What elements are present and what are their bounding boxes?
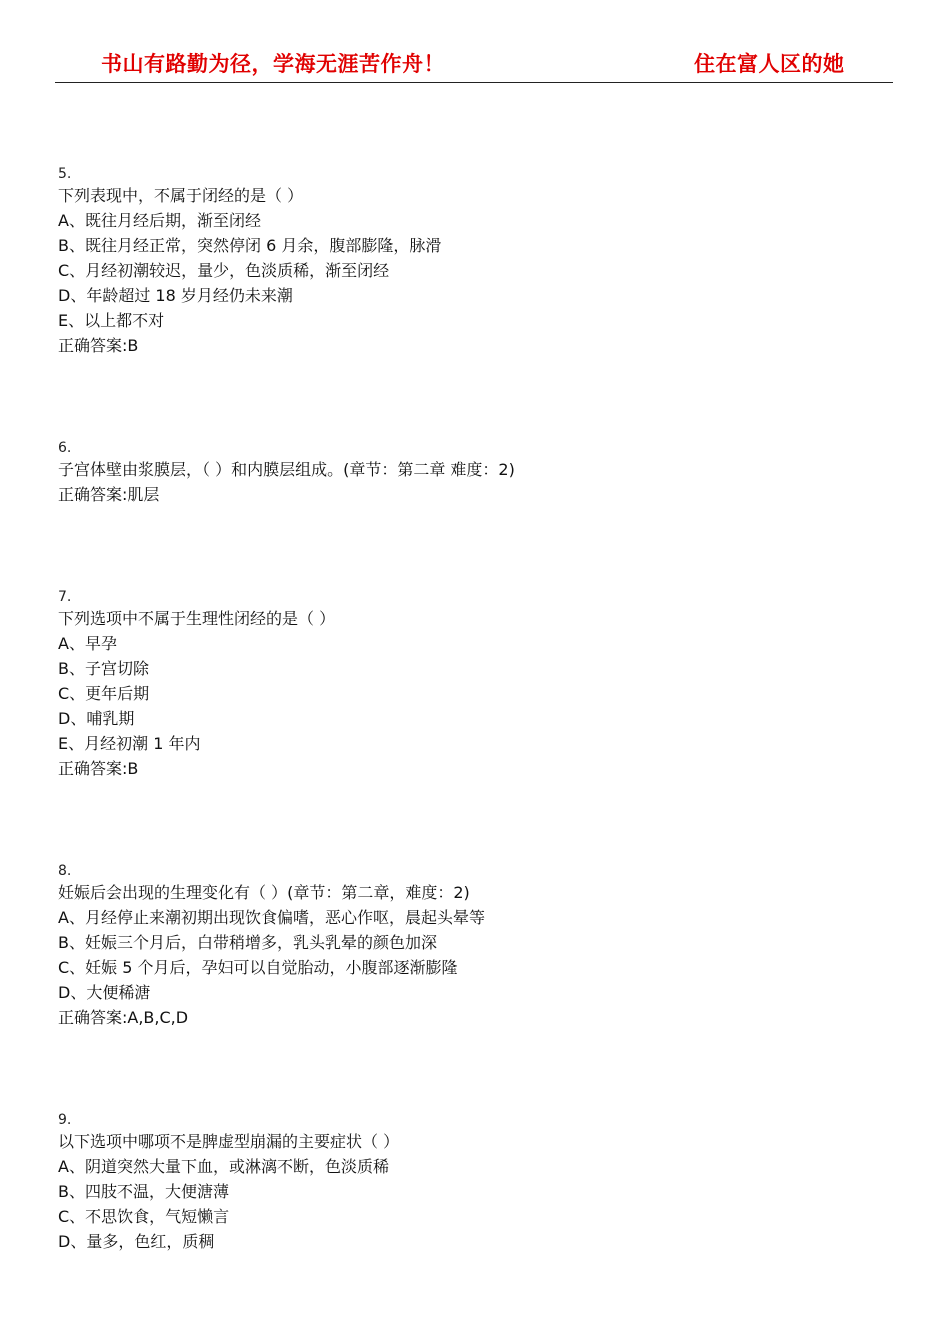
question-number: 8. (58, 863, 72, 879)
option-d: D、哺乳期 (58, 709, 135, 728)
option-c: C、更年后期 (58, 684, 150, 703)
page-header (0, 0, 950, 84)
option-b: B、四肢不温，大便溏薄 (58, 1182, 229, 1201)
option-c: C、不思饮食，气短懒言 (58, 1207, 230, 1226)
question-number: 6. (58, 440, 72, 456)
option-e: E、以上都不对 (58, 311, 165, 330)
question-5 (58, 165, 898, 358)
question-stem: 子宫体壁由浆膜层，（ ）和内膜层组成。(章节：第二章 难度：2) (58, 460, 515, 479)
header-divider (55, 82, 893, 83)
option-b: B、妊娠三个月后，白带稍增多，乳头乳晕的颜色加深 (58, 933, 437, 952)
question-8 (58, 862, 898, 1030)
question-stem: 妊娠后会出现的生理变化有（ ）(章节：第二章，难度：2) (58, 883, 470, 902)
option-b: B、既往月经正常，突然停闭 6 月余，腹部膨隆，脉滑 (58, 236, 442, 255)
correct-answer: 正确答案:肌层 (58, 485, 160, 504)
question-number: 5. (58, 166, 72, 182)
option-c: C、月经初潮较迟，量少，色淡质稀，渐至闭经 (58, 261, 390, 280)
question-stem: 以下选项中哪项不是脾虚型崩漏的主要症状（ ） (58, 1132, 400, 1151)
option-a: A、阴道突然大量下血，或淋漓不断，色淡质稀 (58, 1157, 389, 1176)
correct-answer: 正确答案:A,B,C,D (58, 1008, 189, 1027)
option-e: E、月经初潮 1 年内 (58, 734, 201, 753)
question-6 (58, 439, 898, 507)
correct-answer: 正确答案:B (58, 759, 139, 778)
question-stem: 下列选项中不属于生理性闭经的是（ ） (58, 609, 336, 628)
question-number: 7. (58, 589, 72, 605)
question-9 (58, 1111, 898, 1254)
header-motto: 书山有路勤为径，学海无涯苦作舟！ (101, 51, 445, 76)
question-number: 9. (58, 1112, 72, 1128)
option-d: D、大便稀溏 (58, 983, 151, 1002)
option-d: D、年龄超过 18 岁月经仍未来潮 (58, 286, 293, 305)
question-7 (58, 588, 898, 781)
correct-answer: 正确答案:B (58, 336, 139, 355)
option-b: B、子宫切除 (58, 659, 149, 678)
option-c: C、妊娠 5 个月后，孕妇可以自觉胎动，小腹部逐渐膨隆 (58, 958, 458, 977)
option-a: A、早孕 (58, 634, 117, 653)
question-stem: 下列表现中，不属于闭经的是（ ） (58, 186, 304, 205)
option-a: A、既往月经后期，渐至闭经 (58, 211, 261, 230)
option-d: D、量多，色红，质稠 (58, 1232, 215, 1251)
option-a: A、月经停止来潮初期出现饮食偏嗜，恶心作呕，晨起头晕等 (58, 908, 485, 927)
header-brand: 住在富人区的她 (694, 51, 845, 76)
